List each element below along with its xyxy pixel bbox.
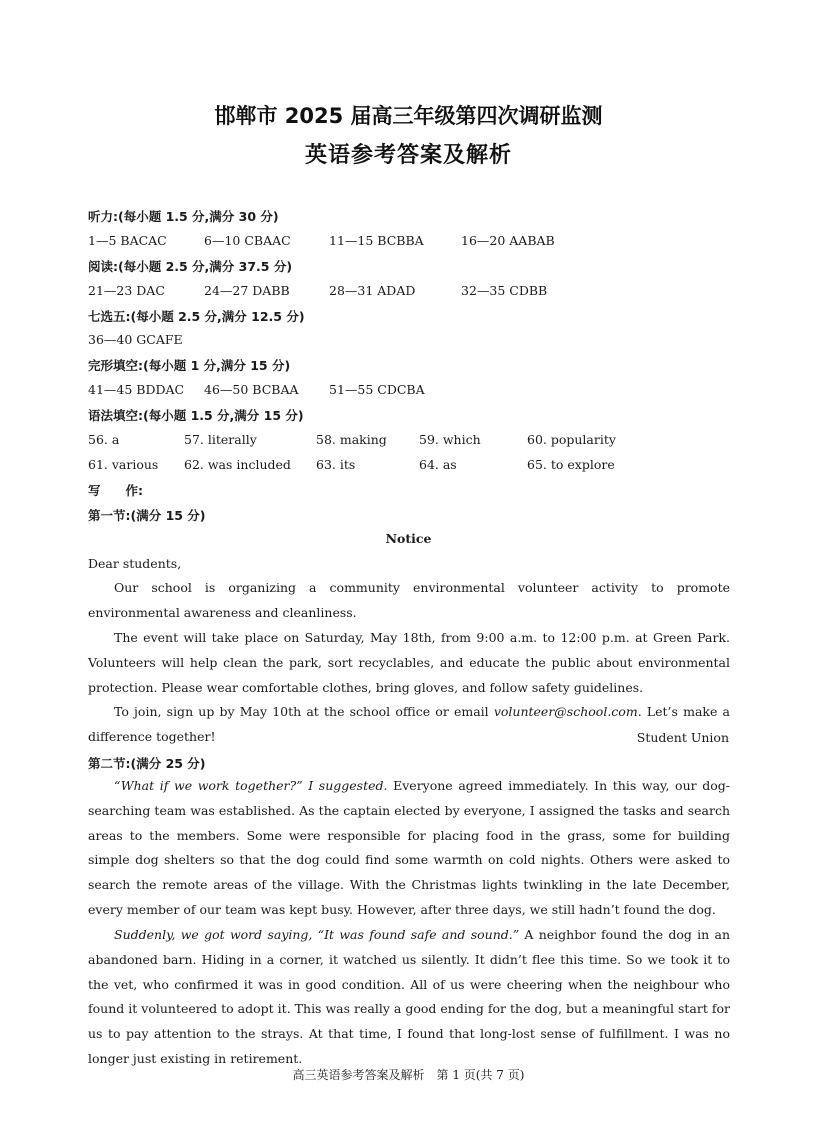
story-paragraph: [88, 923, 730, 1072]
grammar-answer: 64. as: [419, 457, 457, 472]
grammar-answer: 60. popularity: [527, 432, 616, 447]
page-subtitle: 英语参考答案及解析: [304, 143, 512, 168]
cloze-answer: 51—55 CDCBA: [329, 382, 425, 397]
reading-answer: 28—31 ADAD: [329, 283, 416, 298]
notice-paragraph: The event will take place on Saturday, May 18th, from 9:00 a.m. to 12:00 p.m. at Green Park. Volunteers will help clean the park, sort recyclables, and educate the public about environmental protection. Please wear comfortable clothes, bring gloves, and follow safety guidelines.: [88, 630, 730, 695]
notice-email: volunteer@school.com: [493, 704, 638, 719]
page-footer: 高三英语参考答案及解析 第 1 页(共 7 页): [292, 1068, 525, 1082]
cloze-answer: 46—50 BCBAA: [204, 382, 299, 397]
reading-answer: 32—35 CDBB: [461, 283, 548, 298]
story-paragraph: [88, 774, 730, 923]
grammar-answer: 57. literally: [184, 432, 257, 447]
notice-paragraph: Our school is organizing a community environmental volunteer activity to promote environmental awareness and cleanliness.: [88, 580, 730, 620]
listening-answer: 6—10 CBAAC: [204, 233, 291, 248]
writing-heading: 写 作:: [88, 483, 143, 498]
listening-answer: 1—5 BACAC: [88, 233, 167, 248]
seven-choose-five-heading: 七选五:(每小题 2.5 分,满分 12.5 分): [88, 309, 305, 324]
notice-join-text: To join, sign up by May 10th at the school office or email: [114, 704, 494, 719]
listening-answer: 16—20 AABAB: [461, 233, 555, 248]
grammar-answer: 59. which: [419, 432, 481, 447]
listening-answer: 11—15 BCBBA: [329, 233, 424, 248]
story-text: A neighbor found the dog in an abandoned barn. Hiding in a corner, it watched us silently. It didn’t flee this time. So we took it to the vet, who confirmed it was in good condition. All of us were cheering when the neighbour who found it volunteered to adopt it. This was really a good ending for the dog, but a meaningful start for us to pay attention to the strays. At that time, I found that long-lost sense of fulfillment. I was no longer just existing in retirement.: [88, 927, 730, 1066]
page-title: 邯郸市 2025 届高三年级第四次调研监测: [214, 104, 603, 128]
listening-heading: 听力:(每小题 1.5 分,满分 30 分): [88, 209, 279, 224]
notice-closing-text: . Let’s make a difference together!: [88, 704, 731, 744]
seven-choose-five-answer: 36—40 GCAFE: [88, 332, 183, 347]
grammar-answer: 56. a: [88, 432, 120, 447]
grammar-answer: 63. its: [316, 457, 356, 472]
cloze-answer: 41—45 BDDAC: [88, 382, 185, 397]
notice-greeting: Dear students,: [88, 556, 182, 571]
reading-answer: 21—23 DAC: [88, 283, 165, 298]
writing-part1-heading: 第一节:(满分 15 分): [88, 508, 206, 523]
grammar-answer: 61. various: [88, 457, 159, 472]
notice-paragraph: [88, 700, 730, 750]
notice-signature: Student Union: [636, 730, 729, 745]
writing-part2-heading: 第二节:(满分 25 分): [88, 756, 206, 771]
story-opening-sentence: Suddenly, we got word saying, “It was found safe and sound.”: [114, 927, 520, 942]
reading-heading: 阅读:(每小题 2.5 分,满分 37.5 分): [88, 259, 293, 274]
cloze-heading: 完形填空:(每小题 1 分,满分 15 分): [88, 358, 291, 373]
grammar-heading: 语法填空:(每小题 1.5 分,满分 15 分): [88, 408, 304, 423]
grammar-answer: 58. making: [316, 432, 387, 447]
notice-title: Notice: [385, 531, 432, 546]
grammar-answer: 62. was included: [184, 457, 291, 472]
story-text: Everyone agreed immediately. In this way, our dog-searching team was established. As the captain elected by everyone, I assigned the tasks and search areas to the members. Some were responsible for placing food in the grass, some for building simple dog shelters so that the dog could find some warmth on cold nights. Others were asked to search the remote areas of the village. With the Christmas lights twinkling in the late December, every member of our team was kept busy. However, after three days, we still hadn’t found the dog.: [88, 778, 730, 917]
story-opening-sentence: “What if we work together?” I suggested.: [114, 778, 388, 793]
reading-answer: 24—27 DABB: [204, 283, 290, 298]
grammar-answer: 65. to explore: [527, 457, 615, 472]
